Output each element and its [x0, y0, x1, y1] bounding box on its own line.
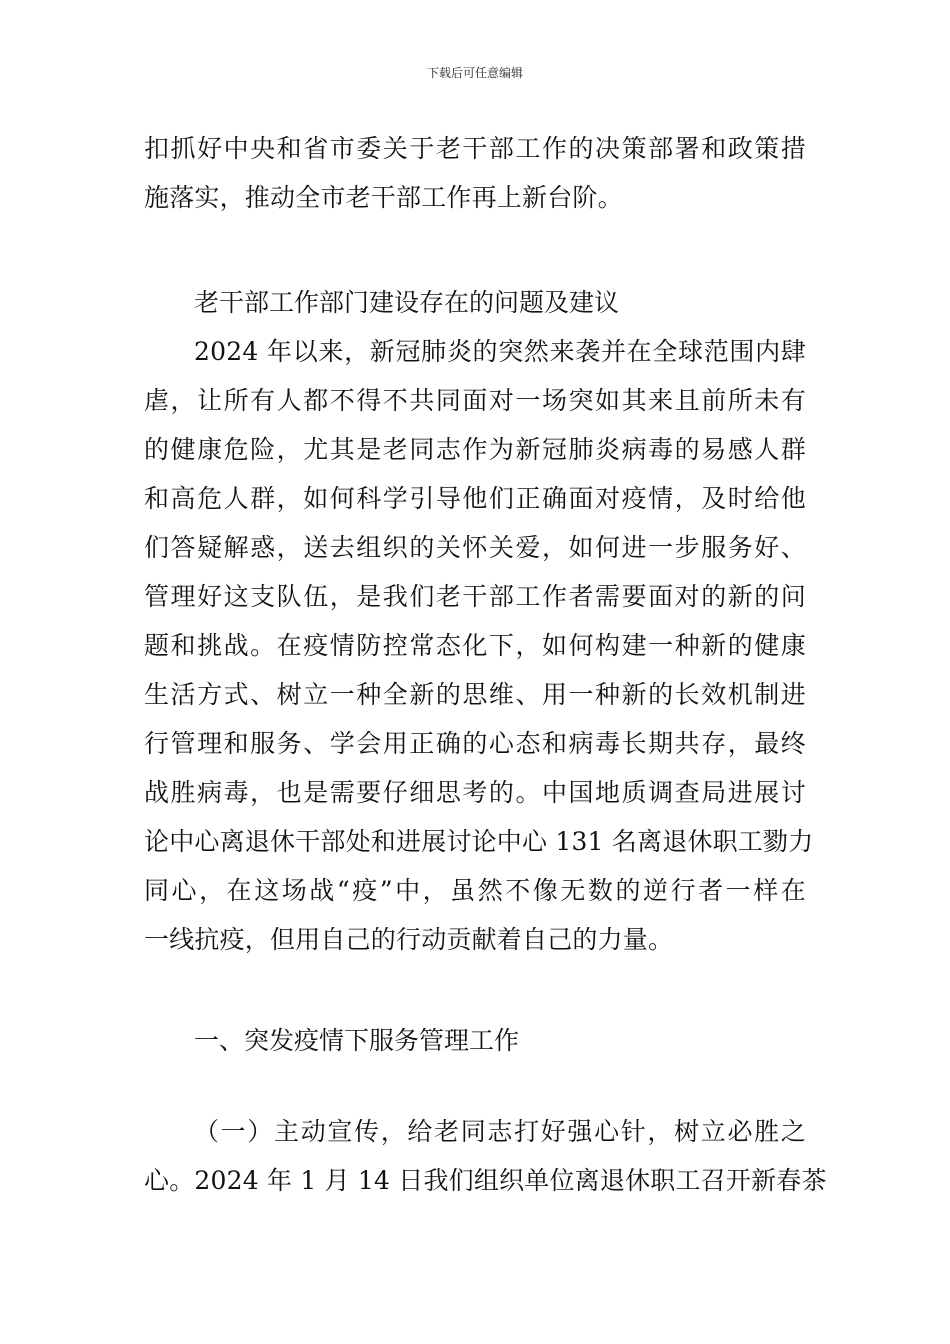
body-line-1: 2024 年以来，新冠肺炎的突然来袭并在全球范围内肆: [194, 337, 806, 366]
body-line-3: 的健康危险，尤其是老同志作为新冠肺炎病毒的易感人群: [144, 435, 806, 464]
intro-line-2: 施落实，推动全市老干部工作再上新台阶。: [144, 183, 623, 212]
intro-line-1: 扣抓好中央和省市委关于老干部工作的决策部署和政策措: [144, 134, 806, 163]
section-line-2: 心。2024 年 1 月 14 日我们组织单位离退休职工召开新春茶: [144, 1166, 827, 1195]
body-line-12: 同心，在这场战“疫”中，虽然不像无数的逆行者一样在: [144, 876, 806, 905]
body-line-5: 们答疑解惑，送去组织的关怀关爱，如何进一步服务好、: [144, 533, 806, 562]
body-line-8: 生活方式、树立一种全新的思维、用一种新的长效机制进: [144, 680, 806, 709]
page-header-note: 下载后可任意编辑: [426, 66, 523, 80]
body-line-4: 和高危人群，如何科学引导他们正确面对疫情，及时给他: [144, 484, 806, 513]
body-line-11: 论中心离退休干部处和进展讨论中心 131 名离退休职工勠力: [144, 827, 814, 856]
body-line-9: 行管理和服务、学会用正确的心态和病毒长期共存，最终: [144, 729, 806, 758]
body-line-13: 一线抗疫，但用自己的行动贡献着自己的力量。: [144, 925, 674, 954]
intro-paragraph: [144, 124, 806, 222]
document-body: [144, 124, 827, 1205]
section-one-paragraph: [144, 1107, 827, 1205]
article-body-paragraph: [144, 327, 814, 964]
body-line-6: 管理好这支队伍，是我们老干部工作者需要面对的新的问: [144, 582, 806, 611]
article-title: 老干部工作部门建设存在的问题及建议: [194, 288, 620, 317]
body-line-7: 题和挑战。在疫情防控常态化下，如何构建一种新的健康: [144, 631, 806, 660]
body-line-10: 战胜病毒，也是需要仔细思考的。中国地质调查局进展讨: [144, 778, 806, 807]
body-line-2: 虐，让所有人都不得不共同面对一场突如其来且前所未有: [144, 386, 806, 415]
section-line-1: （一）主动宣传，给老同志打好强心针，树立必胜之: [194, 1117, 806, 1146]
section-one-heading: 一、突发疫情下服务管理工作: [194, 1026, 520, 1055]
